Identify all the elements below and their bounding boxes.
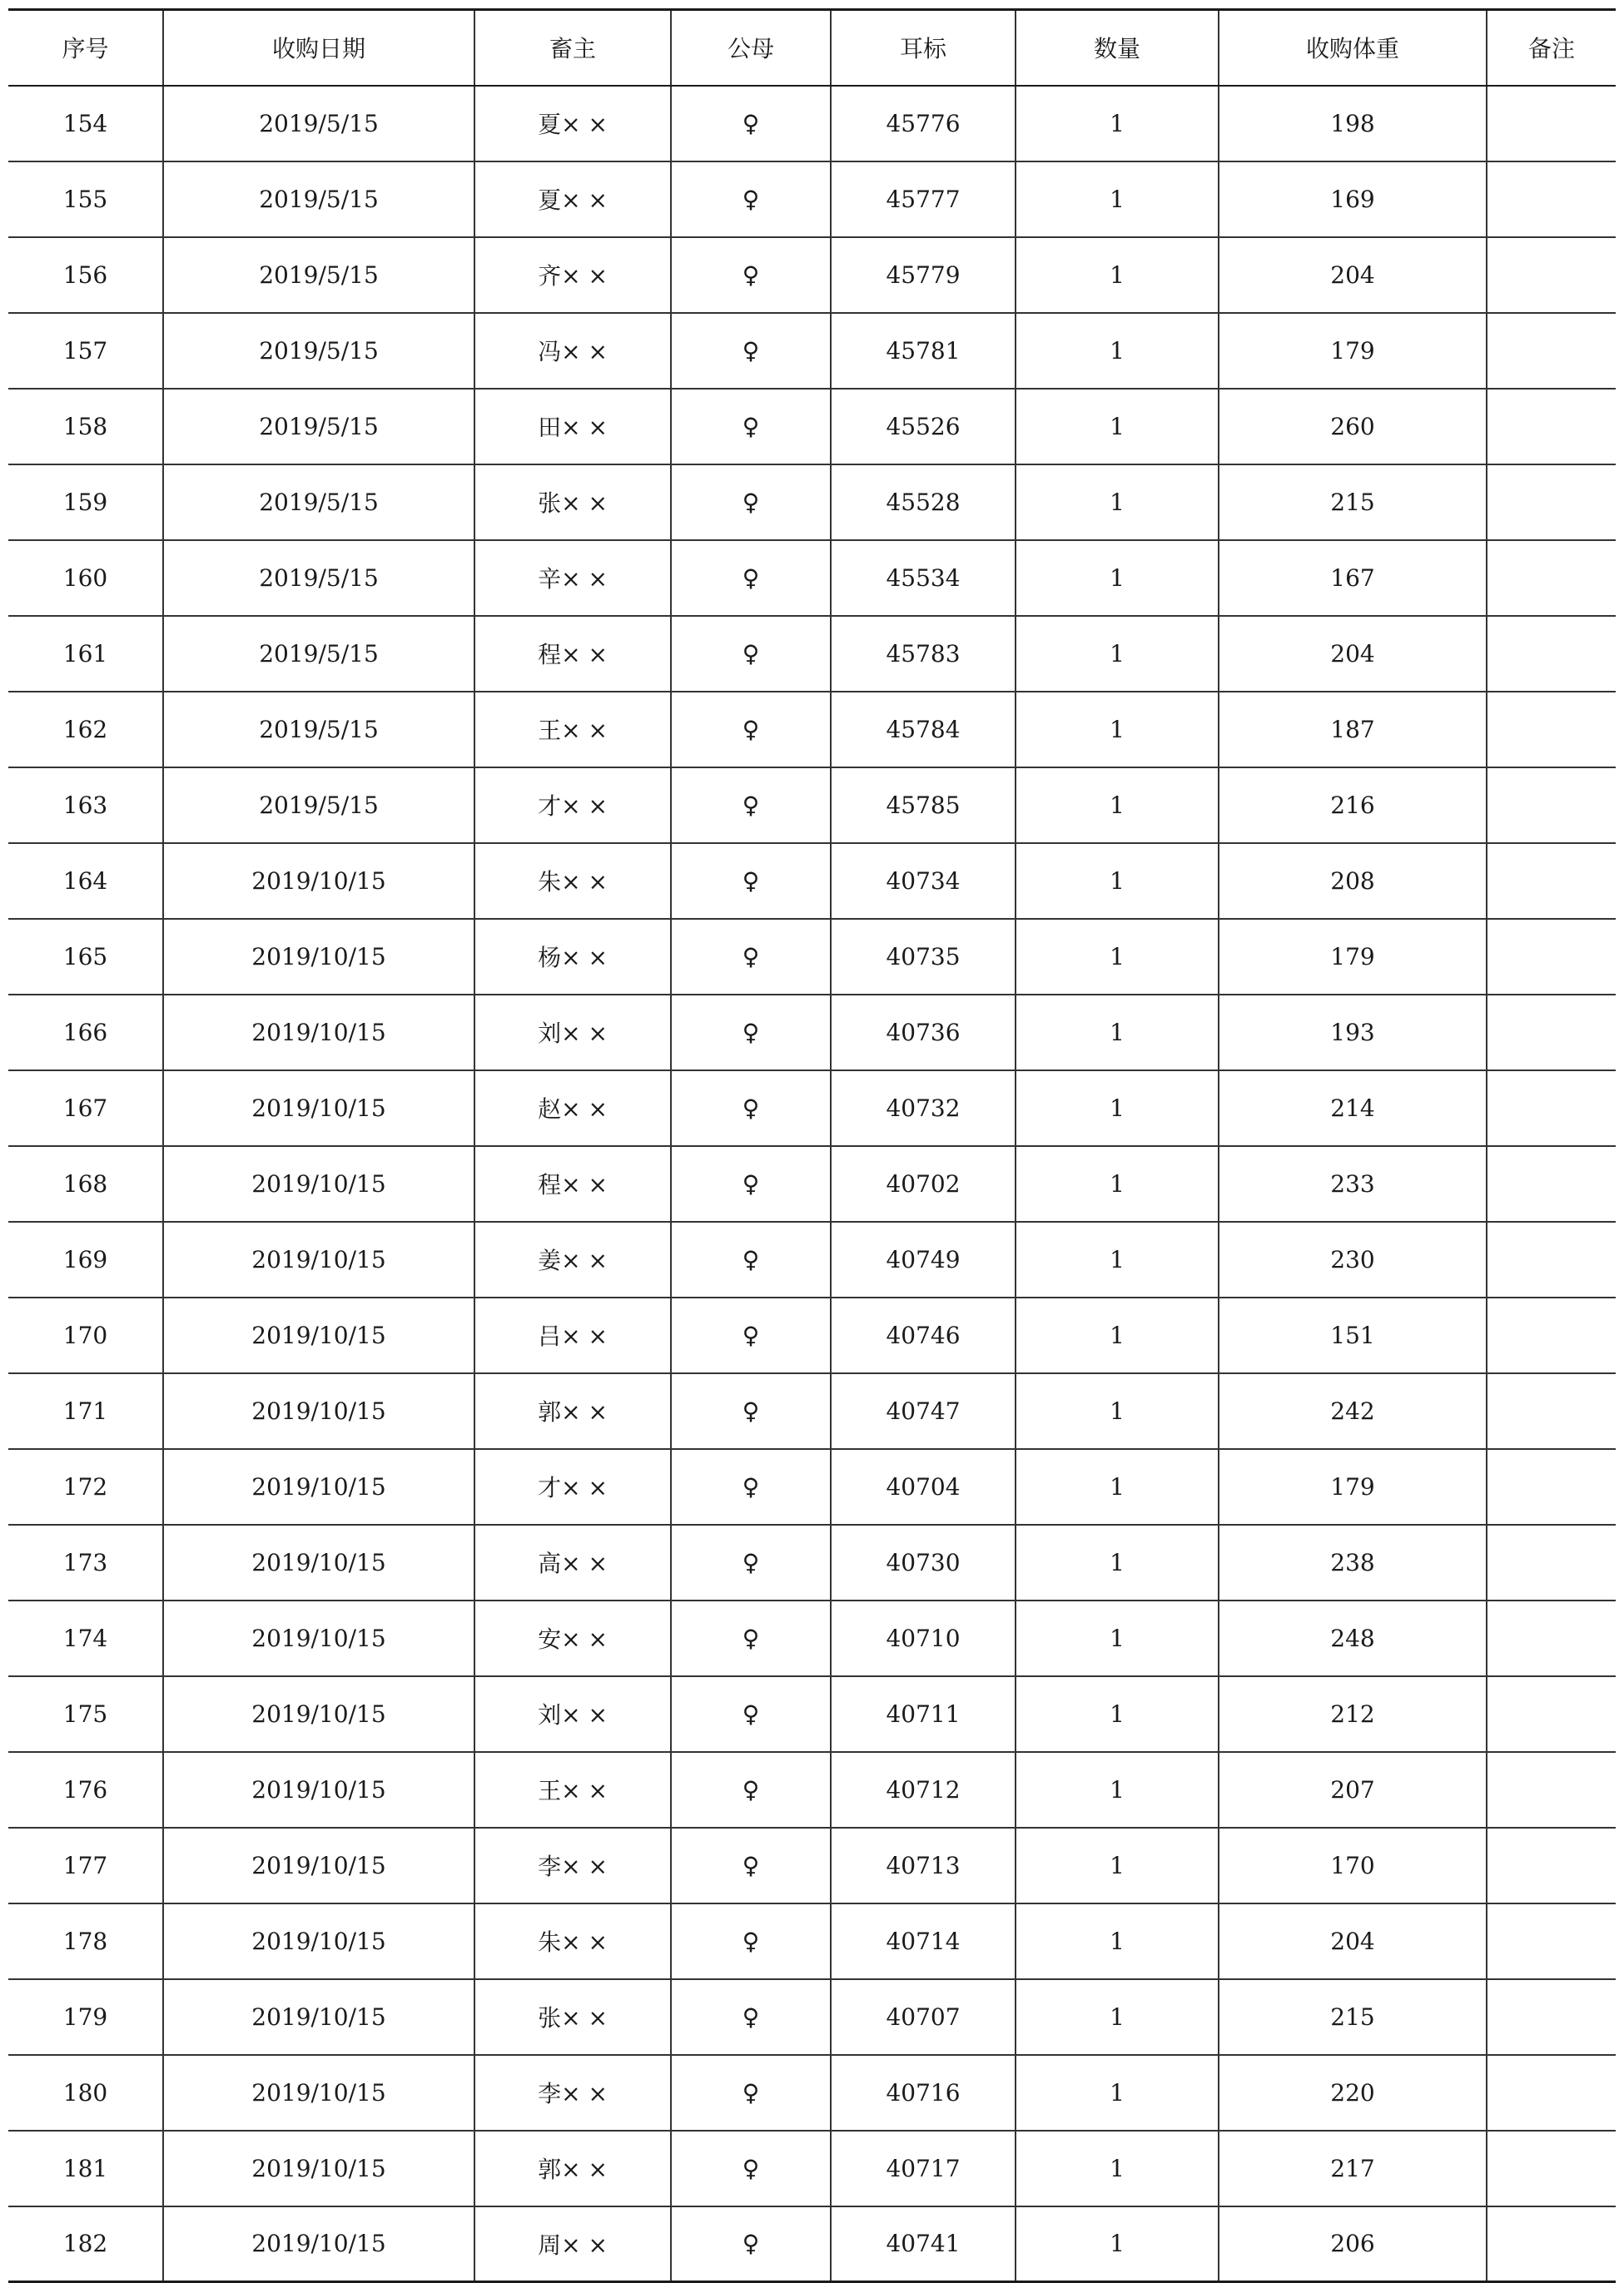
quantity-cell: 1 (1016, 237, 1219, 313)
ear-tag-cell: 40741 (831, 2206, 1016, 2282)
purchase-weight-cell: 198 (1219, 86, 1487, 161)
ear-tag-cell: 40710 (831, 1601, 1016, 1676)
sex-cell: ♀ (671, 2206, 831, 2282)
serial-number-cell: 178 (8, 1903, 163, 1979)
remarks-cell (1487, 1373, 1616, 1449)
purchase-weight-cell: 170 (1219, 1828, 1487, 1903)
serial-number-cell: 173 (8, 1525, 163, 1601)
ear-tag-cell: 40749 (831, 1222, 1016, 1298)
table-row (8, 313, 1616, 389)
quantity-cell: 1 (1016, 2131, 1219, 2206)
remarks-cell (1487, 1601, 1616, 1676)
serial-number-cell: 175 (8, 1676, 163, 1752)
purchase-weight-cell: 217 (1219, 2131, 1487, 2206)
purchase-date-cell: 2019/5/15 (163, 540, 474, 616)
remarks-cell (1487, 1752, 1616, 1828)
sex-cell: ♀ (671, 86, 831, 161)
serial-number-cell: 181 (8, 2131, 163, 2206)
sex-cell: ♀ (671, 1070, 831, 1146)
purchase-date-cell: 2019/10/15 (163, 2055, 474, 2131)
owner-cell: 高× × (474, 1525, 671, 1601)
purchase-date-cell: 2019/5/15 (163, 464, 474, 540)
serial-number-cell: 154 (8, 86, 163, 161)
table-row (8, 1373, 1616, 1449)
purchase-weight-cell: 215 (1219, 464, 1487, 540)
table-row (8, 540, 1616, 616)
quantity-cell: 1 (1016, 1525, 1219, 1601)
purchase-weight-cell: 204 (1219, 237, 1487, 313)
table-row (8, 616, 1616, 692)
table-row (8, 1298, 1616, 1373)
sex-cell: ♀ (671, 1828, 831, 1903)
purchase-date-cell: 2019/10/15 (163, 1449, 474, 1525)
table-row (8, 1070, 1616, 1146)
sex-cell: ♀ (671, 1979, 831, 2055)
serial-number-cell: 171 (8, 1373, 163, 1449)
remarks-cell (1487, 1676, 1616, 1752)
owner-cell: 朱× × (474, 1903, 671, 1979)
sex-cell: ♀ (671, 1903, 831, 1979)
owner-cell: 吕× × (474, 1298, 671, 1373)
purchase-weight-cell: 179 (1219, 919, 1487, 995)
owner-cell: 辛× × (474, 540, 671, 616)
serial-number-cell: 176 (8, 1752, 163, 1828)
sex-cell: ♀ (671, 2131, 831, 2206)
owner-cell: 夏× × (474, 161, 671, 237)
purchase-date-cell: 2019/10/15 (163, 1752, 474, 1828)
remarks-cell (1487, 1525, 1616, 1601)
ear-tag-cell: 45784 (831, 692, 1016, 767)
purchase-weight-cell: 208 (1219, 843, 1487, 919)
purchase-weight-cell: 212 (1219, 1676, 1487, 1752)
table-row (8, 2131, 1616, 2206)
header-purchase-date: 收购日期 (163, 10, 474, 86)
ear-tag-cell: 45528 (831, 464, 1016, 540)
quantity-cell: 1 (1016, 2055, 1219, 2131)
owner-cell: 郭× × (474, 2131, 671, 2206)
ear-tag-cell: 40711 (831, 1676, 1016, 1752)
serial-number-cell: 163 (8, 767, 163, 843)
quantity-cell: 1 (1016, 1903, 1219, 1979)
purchase-weight-cell: 238 (1219, 1525, 1487, 1601)
purchase-date-cell: 2019/10/15 (163, 1828, 474, 1903)
owner-cell: 田× × (474, 389, 671, 464)
ear-tag-cell: 45785 (831, 767, 1016, 843)
purchase-weight-cell: 260 (1219, 389, 1487, 464)
serial-number-cell: 169 (8, 1222, 163, 1298)
header-sex: 公母 (671, 10, 831, 86)
table-row (8, 1525, 1616, 1601)
serial-number-cell: 174 (8, 1601, 163, 1676)
table-row (8, 1903, 1616, 1979)
sex-cell: ♀ (671, 313, 831, 389)
sex-cell: ♀ (671, 389, 831, 464)
ear-tag-cell: 40732 (831, 1070, 1016, 1146)
ear-tag-cell: 40734 (831, 843, 1016, 919)
ear-tag-cell: 40717 (831, 2131, 1016, 2206)
purchase-weight-cell: 204 (1219, 616, 1487, 692)
purchase-weight-cell: 167 (1219, 540, 1487, 616)
quantity-cell: 1 (1016, 2206, 1219, 2282)
remarks-cell (1487, 464, 1616, 540)
purchase-date-cell: 2019/10/15 (163, 1146, 474, 1222)
quantity-cell: 1 (1016, 1979, 1219, 2055)
remarks-cell (1487, 767, 1616, 843)
remarks-cell (1487, 161, 1616, 237)
purchase-date-cell: 2019/10/15 (163, 1070, 474, 1146)
serial-number-cell: 167 (8, 1070, 163, 1146)
ear-tag-cell: 45777 (831, 161, 1016, 237)
owner-cell: 程× × (474, 1146, 671, 1222)
remarks-cell (1487, 1828, 1616, 1903)
sex-cell: ♀ (671, 767, 831, 843)
owner-cell: 张× × (474, 464, 671, 540)
serial-number-cell: 161 (8, 616, 163, 692)
quantity-cell: 1 (1016, 1146, 1219, 1222)
quantity-cell: 1 (1016, 995, 1219, 1070)
table-row (8, 1222, 1616, 1298)
header-quantity: 数量 (1016, 10, 1219, 86)
ear-tag-cell: 40746 (831, 1298, 1016, 1373)
serial-number-cell: 159 (8, 464, 163, 540)
remarks-cell (1487, 2131, 1616, 2206)
purchase-date-cell: 2019/10/15 (163, 1525, 474, 1601)
remarks-cell (1487, 540, 1616, 616)
serial-number-cell: 182 (8, 2206, 163, 2282)
owner-cell: 张× × (474, 1979, 671, 2055)
remarks-cell (1487, 692, 1616, 767)
quantity-cell: 1 (1016, 1070, 1219, 1146)
table-row (8, 1601, 1616, 1676)
purchase-date-cell: 2019/5/15 (163, 616, 474, 692)
quantity-cell: 1 (1016, 919, 1219, 995)
sex-cell: ♀ (671, 692, 831, 767)
ear-tag-cell: 45534 (831, 540, 1016, 616)
serial-number-cell: 172 (8, 1449, 163, 1525)
table-row (8, 919, 1616, 995)
owner-cell: 王× × (474, 1752, 671, 1828)
header-serial-number: 序号 (8, 10, 163, 86)
quantity-cell: 1 (1016, 616, 1219, 692)
owner-cell: 才× × (474, 767, 671, 843)
header-owner: 畜主 (474, 10, 671, 86)
quantity-cell: 1 (1016, 1373, 1219, 1449)
ear-tag-cell: 40712 (831, 1752, 1016, 1828)
purchase-date-cell: 2019/10/15 (163, 1222, 474, 1298)
serial-number-cell: 177 (8, 1828, 163, 1903)
purchase-weight-cell: 207 (1219, 1752, 1487, 1828)
purchase-date-cell: 2019/5/15 (163, 161, 474, 237)
sex-cell: ♀ (671, 1449, 831, 1525)
serial-number-cell: 155 (8, 161, 163, 237)
remarks-cell (1487, 1903, 1616, 1979)
sex-cell: ♀ (671, 161, 831, 237)
sex-cell: ♀ (671, 995, 831, 1070)
owner-cell: 李× × (474, 1828, 671, 1903)
owner-cell: 才× × (474, 1449, 671, 1525)
quantity-cell: 1 (1016, 767, 1219, 843)
table-row (8, 389, 1616, 464)
purchase-weight-cell: 169 (1219, 161, 1487, 237)
purchase-weight-cell: 215 (1219, 1979, 1487, 2055)
owner-cell: 程× × (474, 616, 671, 692)
remarks-cell (1487, 313, 1616, 389)
serial-number-cell: 156 (8, 237, 163, 313)
table-row (8, 767, 1616, 843)
table-header (8, 10, 1616, 86)
sex-cell: ♀ (671, 843, 831, 919)
purchase-date-cell: 2019/10/15 (163, 2206, 474, 2282)
purchase-weight-cell: 242 (1219, 1373, 1487, 1449)
sex-cell: ♀ (671, 540, 831, 616)
owner-cell: 刘× × (474, 995, 671, 1070)
owner-cell: 刘× × (474, 1676, 671, 1752)
purchase-weight-cell: 187 (1219, 692, 1487, 767)
header-purchase-weight: 收购体重 (1219, 10, 1487, 86)
serial-number-cell: 160 (8, 540, 163, 616)
sex-cell: ♀ (671, 1752, 831, 1828)
header-row (8, 10, 1616, 86)
owner-cell: 李× × (474, 2055, 671, 2131)
ear-tag-cell: 45779 (831, 237, 1016, 313)
quantity-cell: 1 (1016, 540, 1219, 616)
table-row (8, 1752, 1616, 1828)
serial-number-cell: 162 (8, 692, 163, 767)
owner-cell: 夏× × (474, 86, 671, 161)
serial-number-cell: 166 (8, 995, 163, 1070)
sex-cell: ♀ (671, 1373, 831, 1449)
owner-cell: 安× × (474, 1601, 671, 1676)
purchase-weight-cell: 179 (1219, 1449, 1487, 1525)
purchase-date-cell: 2019/10/15 (163, 1676, 474, 1752)
purchase-date-cell: 2019/10/15 (163, 919, 474, 995)
ear-tag-cell: 40735 (831, 919, 1016, 995)
purchase-weight-cell: 204 (1219, 1903, 1487, 1979)
owner-cell: 杨× × (474, 919, 671, 995)
header-ear-tag: 耳标 (831, 10, 1016, 86)
livestock-purchase-table (8, 8, 1616, 2283)
table-row (8, 237, 1616, 313)
remarks-cell (1487, 919, 1616, 995)
ear-tag-cell: 40713 (831, 1828, 1016, 1903)
serial-number-cell: 170 (8, 1298, 163, 1373)
quantity-cell: 1 (1016, 1601, 1219, 1676)
quantity-cell: 1 (1016, 1752, 1219, 1828)
table-row (8, 1449, 1616, 1525)
table-row (8, 2206, 1616, 2282)
serial-number-cell: 168 (8, 1146, 163, 1222)
sex-cell: ♀ (671, 919, 831, 995)
remarks-cell (1487, 1298, 1616, 1373)
header-remarks: 备注 (1487, 10, 1616, 86)
table-row (8, 2055, 1616, 2131)
purchase-weight-cell: 233 (1219, 1146, 1487, 1222)
table-row (8, 1676, 1616, 1752)
remarks-cell (1487, 2055, 1616, 2131)
remarks-cell (1487, 1146, 1616, 1222)
purchase-date-cell: 2019/5/15 (163, 692, 474, 767)
owner-cell: 冯× × (474, 313, 671, 389)
ear-tag-cell: 40702 (831, 1146, 1016, 1222)
serial-number-cell: 164 (8, 843, 163, 919)
purchase-weight-cell: 179 (1219, 313, 1487, 389)
quantity-cell: 1 (1016, 1298, 1219, 1373)
remarks-cell (1487, 389, 1616, 464)
quantity-cell: 1 (1016, 692, 1219, 767)
purchase-date-cell: 2019/10/15 (163, 843, 474, 919)
serial-number-cell: 179 (8, 1979, 163, 2055)
purchase-date-cell: 2019/10/15 (163, 1298, 474, 1373)
remarks-cell (1487, 1070, 1616, 1146)
owner-cell: 王× × (474, 692, 671, 767)
table-row (8, 86, 1616, 161)
ear-tag-cell: 40716 (831, 2055, 1016, 2131)
quantity-cell: 1 (1016, 843, 1219, 919)
remarks-cell (1487, 1979, 1616, 2055)
sex-cell: ♀ (671, 1222, 831, 1298)
purchase-weight-cell: 230 (1219, 1222, 1487, 1298)
sex-cell: ♀ (671, 1601, 831, 1676)
purchase-weight-cell: 193 (1219, 995, 1487, 1070)
purchase-date-cell: 2019/5/15 (163, 86, 474, 161)
purchase-weight-cell: 216 (1219, 767, 1487, 843)
sex-cell: ♀ (671, 616, 831, 692)
remarks-cell (1487, 1449, 1616, 1525)
serial-number-cell: 180 (8, 2055, 163, 2131)
remarks-cell (1487, 843, 1616, 919)
quantity-cell: 1 (1016, 1828, 1219, 1903)
purchase-date-cell: 2019/5/15 (163, 767, 474, 843)
table-row (8, 1146, 1616, 1222)
quantity-cell: 1 (1016, 389, 1219, 464)
quantity-cell: 1 (1016, 86, 1219, 161)
purchase-weight-cell: 248 (1219, 1601, 1487, 1676)
ear-tag-cell: 45526 (831, 389, 1016, 464)
table-row (8, 995, 1616, 1070)
table-row (8, 692, 1616, 767)
quantity-cell: 1 (1016, 1222, 1219, 1298)
ear-tag-cell: 40747 (831, 1373, 1016, 1449)
purchase-date-cell: 2019/5/15 (163, 389, 474, 464)
sex-cell: ♀ (671, 464, 831, 540)
owner-cell: 赵× × (474, 1070, 671, 1146)
ear-tag-cell: 45783 (831, 616, 1016, 692)
purchase-date-cell: 2019/5/15 (163, 237, 474, 313)
table-row (8, 843, 1616, 919)
sex-cell: ♀ (671, 237, 831, 313)
owner-cell: 朱× × (474, 843, 671, 919)
table-row (8, 464, 1616, 540)
remarks-cell (1487, 616, 1616, 692)
quantity-cell: 1 (1016, 161, 1219, 237)
purchase-weight-cell: 206 (1219, 2206, 1487, 2282)
remarks-cell (1487, 2206, 1616, 2282)
table-row (8, 1828, 1616, 1903)
purchase-weight-cell: 214 (1219, 1070, 1487, 1146)
sex-cell: ♀ (671, 1525, 831, 1601)
table-row (8, 1979, 1616, 2055)
remarks-cell (1487, 1222, 1616, 1298)
purchase-date-cell: 2019/10/15 (163, 1601, 474, 1676)
owner-cell: 郭× × (474, 1373, 671, 1449)
remarks-cell (1487, 995, 1616, 1070)
table-row (8, 161, 1616, 237)
ear-tag-cell: 40714 (831, 1903, 1016, 1979)
remarks-cell (1487, 86, 1616, 161)
ear-tag-cell: 45781 (831, 313, 1016, 389)
remarks-cell (1487, 237, 1616, 313)
quantity-cell: 1 (1016, 1449, 1219, 1525)
serial-number-cell: 165 (8, 919, 163, 995)
sex-cell: ♀ (671, 1298, 831, 1373)
ear-tag-cell: 40707 (831, 1979, 1016, 2055)
purchase-date-cell: 2019/10/15 (163, 1979, 474, 2055)
quantity-cell: 1 (1016, 464, 1219, 540)
ear-tag-cell: 45776 (831, 86, 1016, 161)
purchase-date-cell: 2019/10/15 (163, 2131, 474, 2206)
purchase-weight-cell: 151 (1219, 1298, 1487, 1373)
serial-number-cell: 158 (8, 389, 163, 464)
purchase-date-cell: 2019/5/15 (163, 313, 474, 389)
ear-tag-cell: 40730 (831, 1525, 1016, 1601)
table-body (8, 86, 1616, 2282)
purchase-date-cell: 2019/10/15 (163, 995, 474, 1070)
owner-cell: 周× × (474, 2206, 671, 2282)
ear-tag-cell: 40736 (831, 995, 1016, 1070)
ear-tag-cell: 40704 (831, 1449, 1016, 1525)
sex-cell: ♀ (671, 2055, 831, 2131)
purchase-date-cell: 2019/10/15 (163, 1373, 474, 1449)
quantity-cell: 1 (1016, 1676, 1219, 1752)
purchase-weight-cell: 220 (1219, 2055, 1487, 2131)
owner-cell: 齐× × (474, 237, 671, 313)
sex-cell: ♀ (671, 1146, 831, 1222)
quantity-cell: 1 (1016, 313, 1219, 389)
livestock-purchase-record-sheet (8, 8, 1616, 2283)
owner-cell: 姜× × (474, 1222, 671, 1298)
serial-number-cell: 157 (8, 313, 163, 389)
sex-cell: ♀ (671, 1676, 831, 1752)
purchase-date-cell: 2019/10/15 (163, 1903, 474, 1979)
